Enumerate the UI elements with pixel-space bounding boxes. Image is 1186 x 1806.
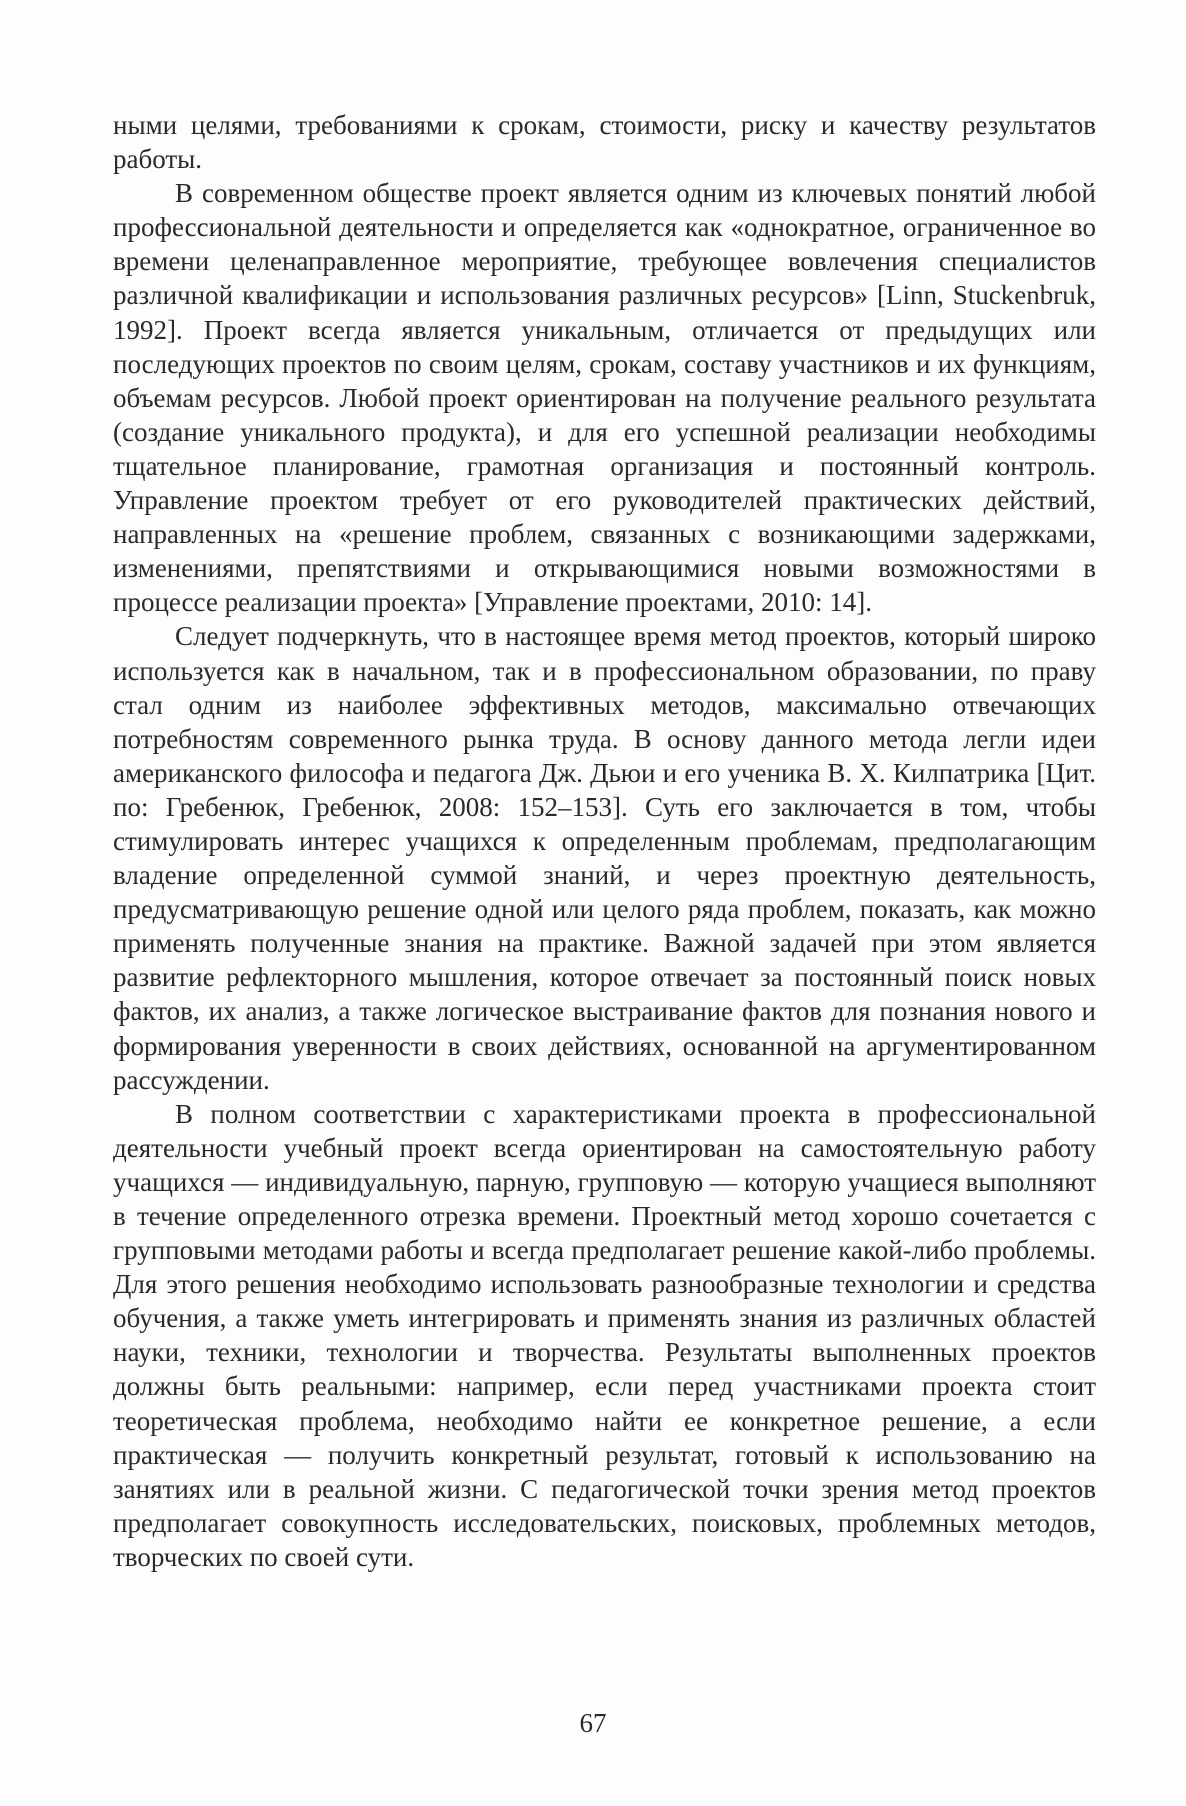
paragraph-continuation: ными целями, требованиями к срокам, стоимости, риску и качеству результатов работы. [113, 110, 1096, 175]
paragraph-project-method: Следует подчеркнуть, что в настоящее время метод проектов, который широко используется как в начальном, так и в профессиональном образовании, по праву стал одним из наиболее эффективных методов, максимально отвечающих потребностям современного рынка труда. В основу данного метода легли идеи американского философа и педагога Дж. Дьюи и его ученика В. Х. Килпатрика [Цит. по: Гребенюк, Гребенюк, 2008: 152–153]. Суть его заключается в том, чтобы стимулировать интерес учащихся к определенным проблемам, предполагающим владение определенной суммой знаний, и через проектную деятельность, предусматривающую решение одной или целого ряда проблем, показать, как можно применять полученные знания на практике. Важной задачей при этом является развитие рефлекторного мышления, которое отвечает за постоянный поиск новых фактов, их анализ, а также логическое выстраивание фактов для познания нового и формирования уверенности в своих действиях, основанной на аргументированном рассуждении. [113, 621, 1096, 1095]
body-text [113, 108, 1096, 1574]
paragraph-project-definition: В современном обществе проект является одним из ключевых понятий любой профессиональной деятельности и определяется как «однократное, ограниченное во времени целенаправленное мероприятие, требующее вовлечения специалистов различной квалификации и использования различных ресурсов» [Linn, Stuckenbruk, 1992]. Проект всегда является уникальным, отличается от предыдущих или последующих проектов по своим целям, срокам, составу участников и их функциям, объемам ресурсов. Любой проект ориентирован на получение реального результата (создание уникального продукта), и для его успешной реализации необходимы тщательное планирование, грамотная организация и постоянный контроль. Управление проектом требует от его руководителей практических действий, направленных на «решение проблем, связанных с возникающими задержками, изменениями, препятствиями и открывающимися новыми возможностями в процессе реализации проекта» [Управление проектами, 2010: 14]. [113, 178, 1096, 618]
page-number: 67 [579, 1708, 607, 1738]
paragraph-educational-project: В полном соответствии с характеристиками проекта в профессиональной деятельности учебный проект всегда ориентирован на самостоятельную работу учащихся — индивидуальную, парную, групповую — которую учащиеся выполняют в течение определенного отрезка времени. Проектный метод хорошо сочетается с групповыми методами работы и всегда предполагает решение какой-либо проблемы. Для этого решения необходимо использовать разнообразные технологии и средства обучения, а также уметь интегрировать и применять знания из различных областей науки, техники, технологии и творчества. Результаты выполненных проектов должны быть реальными: например, если перед участниками проекта стоит теоретическая проблема, необходимо найти ее конкретное решение, а если практическая — получить конкретный результат, готовый к использованию на занятиях или в реальной жизни. С педагогической точки зрения метод проектов предполагает совокупность исследовательских, поисковых, проблемных методов, творческих по своей сути. [113, 1098, 1096, 1572]
